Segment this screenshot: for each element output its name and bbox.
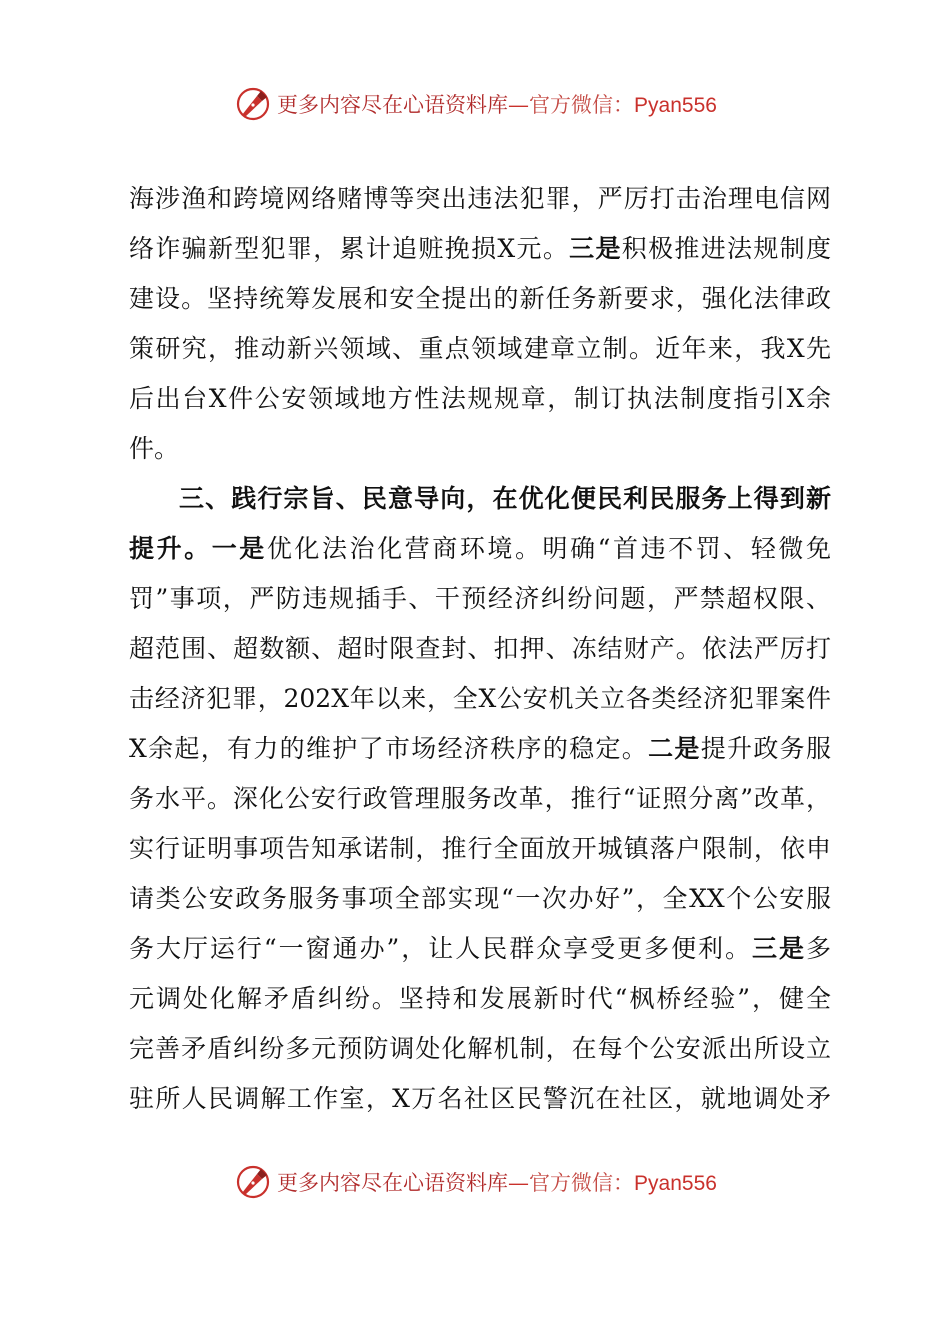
footer-banner-sub: 官方微信： <box>529 1171 635 1195</box>
text-segment: X余起，有力的维护了市场经济秩序的稳定。 <box>129 734 649 763</box>
text-line <box>129 224 831 274</box>
text-line <box>129 324 831 374</box>
text-line <box>129 924 831 974</box>
bold-text-segment: 三、践行宗旨、民意导向，在优化便民利民服务上得到新 <box>179 484 831 513</box>
text-segment: 元调处化解矛盾纠纷。坚持和发展新时代“枫桥经验”，健全 <box>129 984 831 1013</box>
text-segment: 击经济犯罪，202X年以来，全X公安机关立各类经济犯罪案件 <box>129 684 831 713</box>
header-banner-text <box>277 89 717 119</box>
footer-banner-main: 更多内容尽在心语资料库 <box>277 1171 509 1195</box>
text-segment: 积极推进法规制度 <box>621 234 831 263</box>
text-line <box>129 1074 831 1124</box>
footer-banner <box>0 1162 950 1202</box>
header-banner-sub: 官方微信： <box>529 93 635 117</box>
text-line <box>129 474 831 524</box>
header-banner <box>0 84 950 124</box>
text-line <box>129 674 831 724</box>
footer-banner-text <box>277 1167 717 1197</box>
text-line <box>129 824 831 874</box>
text-segment: 策研究，推动新兴领域、重点领域建章立制。近年来，我X先 <box>129 334 831 363</box>
text-segment: 优化法治化营商环境。明确“首违不罚、轻微免 <box>266 534 831 563</box>
text-line <box>129 724 831 774</box>
text-line <box>129 374 831 424</box>
text-line <box>129 624 831 674</box>
text-line <box>129 774 831 824</box>
text-segment: 完善矛盾纠纷多元预防调处化解机制，在每个公安派出所设立 <box>129 1034 831 1063</box>
text-segment: 后出台X件公安领域地方性法规规章，制订执法制度指引X余 <box>129 384 831 413</box>
pen-nib-icon <box>233 1162 273 1202</box>
text-segment: 务大厅运行“一窗通办”，让人民群众享受更多便利。 <box>129 934 753 963</box>
document-body <box>129 174 831 1124</box>
text-segment: 提升政务服 <box>700 734 831 763</box>
header-banner-main: 更多内容尽在心语资料库 <box>277 93 509 117</box>
text-line <box>129 174 831 224</box>
header-banner-dash: — <box>508 93 530 117</box>
footer-banner-dash: — <box>508 1171 530 1195</box>
text-segment: 络诈骗新型犯罪，累计追赃挽损X元。 <box>129 234 570 263</box>
text-segment: 超范围、超数额、超时限查封、扣押、冻结财产。依法严厉打 <box>129 634 831 663</box>
text-line <box>129 424 831 474</box>
text-segment: 罚”事项，严防违规插手、干预经济纠纷问题，严禁超权限、 <box>129 584 831 613</box>
bold-text-segment: 提升。一是 <box>129 534 267 563</box>
text-segment: 多 <box>805 934 831 963</box>
text-line <box>129 874 831 924</box>
bold-text-segment: 三是 <box>569 234 622 263</box>
text-line <box>129 274 831 324</box>
text-segment: 请类公安政务服务事项全部实现“一次办好”，全XX个公安服 <box>129 884 831 913</box>
text-segment: 海涉渔和跨境网络赌博等突出违法犯罪，严厉打击治理电信网 <box>129 184 831 213</box>
footer-banner-id: Pyan556 <box>634 1172 717 1195</box>
text-segment: 件。 <box>129 434 180 463</box>
text-line <box>129 1024 831 1074</box>
text-line <box>129 974 831 1024</box>
text-segment: 实行证明事项告知承诺制，推行全面放开城镇落户限制，依申 <box>129 834 831 863</box>
text-segment: 驻所人民调解工作室，X万名社区民警沉在社区，就地调处矛 <box>129 1084 831 1113</box>
bold-text-segment: 二是 <box>648 734 701 763</box>
text-segment: 务水平。深化公安行政管理服务改革，推行“证照分离”改革， <box>129 784 831 813</box>
text-line <box>129 524 831 574</box>
pen-nib-icon <box>233 84 273 124</box>
text-segment: 建设。坚持统筹发展和安全提出的新任务新要求，强化法律政 <box>129 284 831 313</box>
text-line <box>129 574 831 624</box>
bold-text-segment: 三是 <box>752 934 806 963</box>
header-banner-id: Pyan556 <box>634 94 717 117</box>
